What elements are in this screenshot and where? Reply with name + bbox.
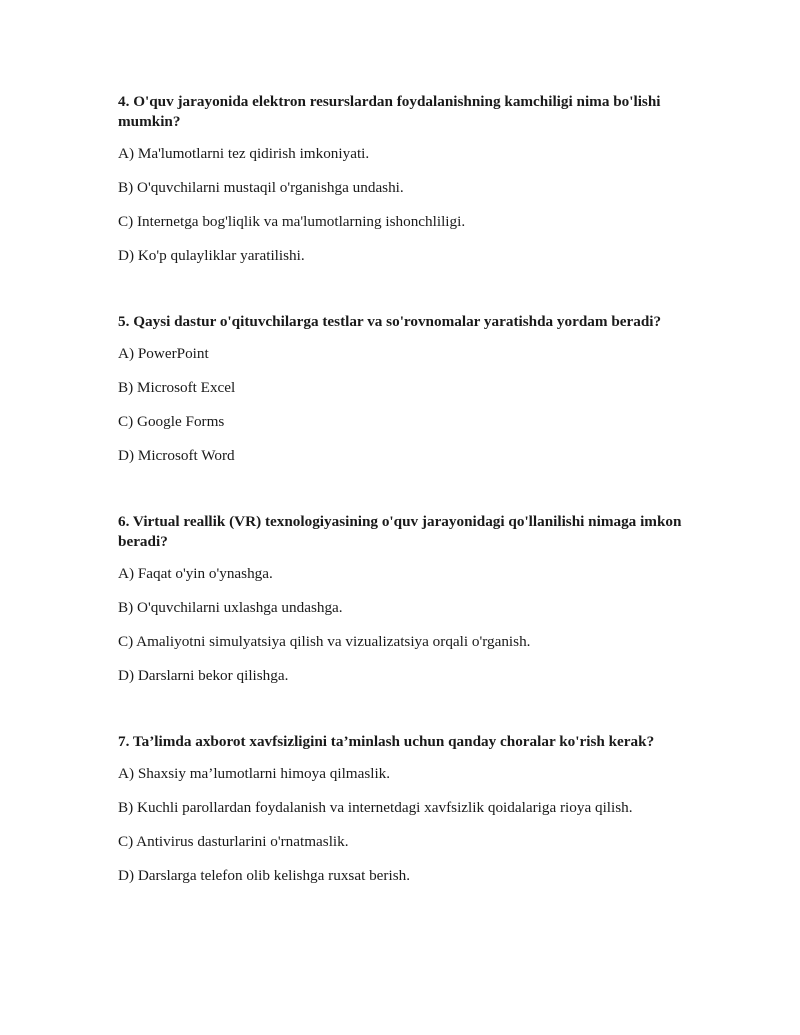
answer-option-d: D) Ko'p qulayliklar yaratilishi. [118, 247, 305, 264]
answer-option-a: A) Ma'lumotlarni tez qidirish imkoniyati. [118, 145, 370, 162]
question-spacer [118, 700, 698, 732]
question-4 [118, 92, 698, 266]
answer-option-b: B) Kuchli parollardan foydalanish va internetdagi xavfsizlik qoidalariga rioya qilish. [118, 799, 633, 816]
question-7 [118, 732, 698, 886]
question-title: 5. Qaysi dastur o'qituvchilarga testlar va so'rovnomalar yaratishda yordam beradi? [118, 313, 662, 330]
question-5 [118, 312, 698, 466]
answer-option-a: A) PowerPoint [118, 345, 209, 362]
answer-option-c: C) Internetga bog'liqlik va ma'lumotlarning ishonchliligi. [118, 213, 466, 230]
answer-option-a: A) Faqat o'yin o'ynashga. [118, 565, 273, 582]
answer-option-c: C) Amaliyotni simulyatsiya qilish va vizualizatsiya orqali o'rganish. [118, 633, 531, 650]
answer-option-b: B) Microsoft Excel [118, 379, 236, 396]
question-title: 4. O'quv jarayonida elektron resurslardan foydalanishning kamchiligi nima bo'lishi mumkin? [118, 93, 661, 130]
answer-option-a: A) Shaxsiy ma’lumotlarni himoya qilmaslik. [118, 765, 391, 782]
answer-option-b: B) O'quvchilarni uxlashga undashga. [118, 599, 343, 616]
answer-option-c: C) Google Forms [118, 413, 225, 430]
question-spacer [118, 480, 698, 512]
answer-option-d: D) Darslarni bekor qilishga. [118, 667, 289, 684]
question-title: 6. Virtual reallik (VR) texnologiyasining o'quv jarayonidagi qo'llanilishi nimaga imkon beradi? [118, 513, 682, 550]
answer-option-d: D) Darslarga telefon olib kelishga ruxsat berish. [118, 867, 410, 884]
question-title: 7. Ta’limda axborot xavfsizligini ta’minlash uchun qanday choralar ko'rish kerak? [118, 733, 655, 750]
answer-option-c: C) Antivirus dasturlarini o'rnatmaslik. [118, 833, 349, 850]
quiz-content [118, 92, 698, 900]
question-6 [118, 512, 698, 686]
question-spacer [118, 280, 698, 312]
answer-option-b: B) O'quvchilarni mustaqil o'rganishga undashi. [118, 179, 404, 196]
answer-option-d: D) Microsoft Word [118, 447, 235, 464]
